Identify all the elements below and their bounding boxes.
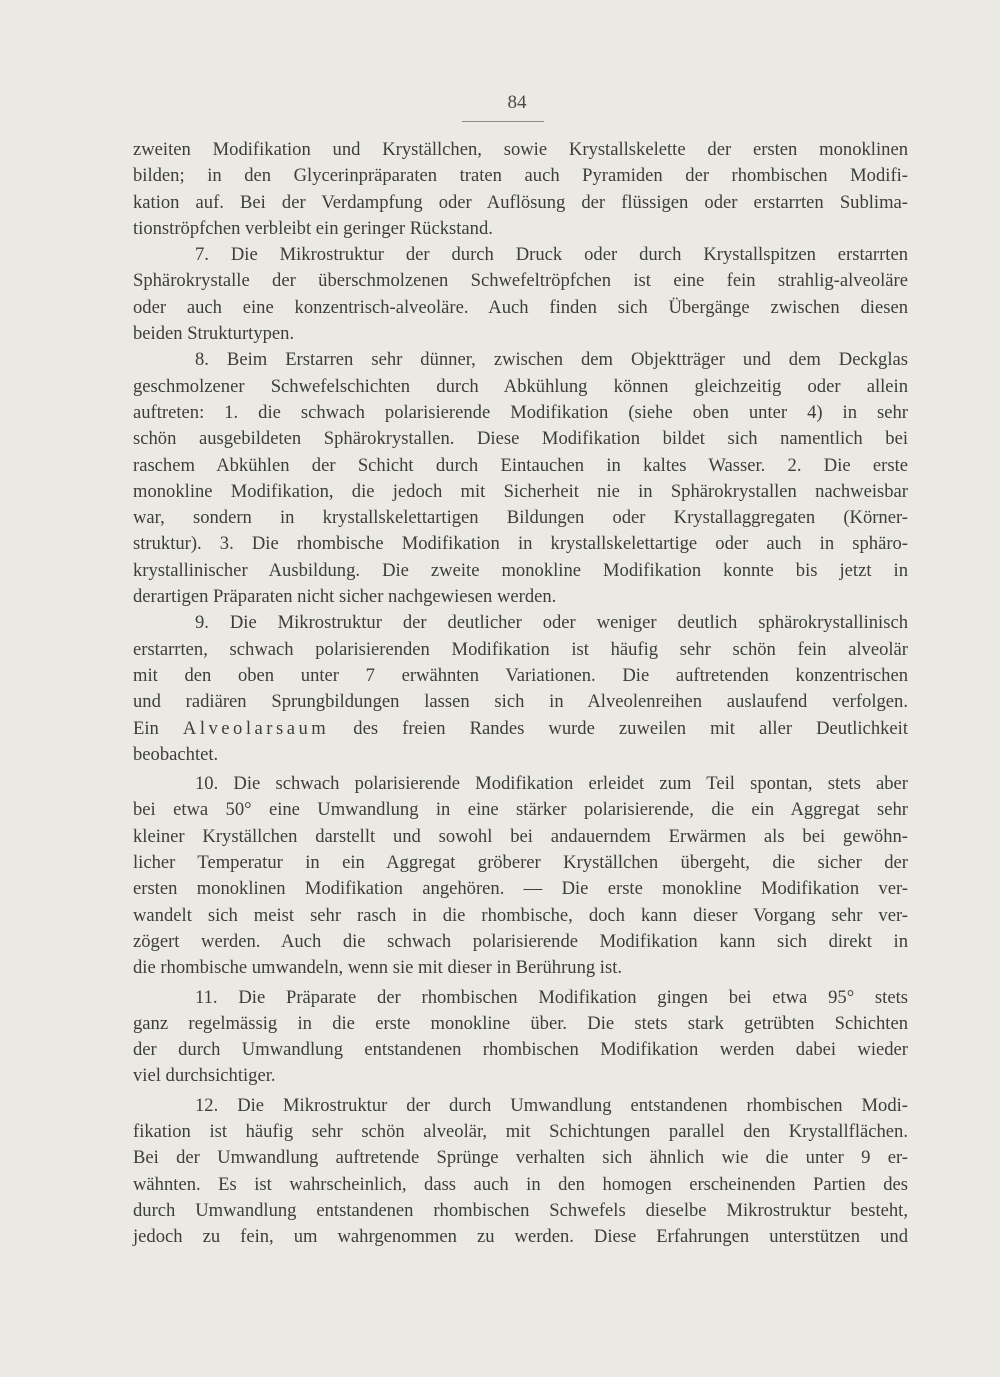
text-line: und radiären Sprungbildungen lassen sich in Alveolenreihen auslaufend verfolgen. bbox=[133, 691, 908, 713]
text-line: beobachtet. bbox=[133, 743, 219, 765]
text-line bbox=[133, 716, 908, 742]
text-line: derartigen Präparaten nicht sicher nachgewiesen werden. bbox=[133, 586, 557, 608]
text-line: Bei der Umwandlung auftretende Sprünge verhalten sich ähnlich wie die unter 9 er- bbox=[133, 1147, 908, 1169]
text-line: kation auf. Bei der Verdampfung oder Auflösung der flüssigen oder erstarrten Sublima- bbox=[133, 191, 908, 213]
text-line: ganz regelmässig in die erste monokline über. Die stets stark getrübten Schichten bbox=[133, 1012, 908, 1034]
text-line: licher Temperatur in ein Aggregat gröberer Kryställchen übergeht, die sicher der bbox=[133, 852, 908, 874]
text-line: zögert werden. Auch die schwach polarisierende Modifikation kann sich direkt in bbox=[133, 930, 908, 952]
text-line: krystallinischer Ausbildung. Die zweite monokline Modifikation konnte bis jetzt in bbox=[133, 559, 908, 581]
text-line: viel durchsichtiger. bbox=[133, 1065, 276, 1087]
spaced-term: Alveolarsaum bbox=[182, 717, 330, 739]
text-line: fikation ist häufig sehr schön alveolär, mit Schichtungen parallel den Krystallflächen. bbox=[133, 1120, 908, 1142]
text-fragment: Ein bbox=[133, 717, 183, 739]
text-line: bilden; in den Glycerinpräparaten traten auch Pyramiden der rhombischen Modifi- bbox=[133, 165, 908, 187]
text-line: ersten monoklinen Modifikation angehören. — Die erste monokline Modifikation ver- bbox=[133, 878, 908, 900]
text-line: monokline Modifikation, die jedoch mit Sicherheit nie in Sphärokrystallen nachweisbar bbox=[133, 480, 908, 502]
text-line: 7. Die Mikrostruktur der durch Druck oder durch Krystallspitzen erstarrten bbox=[195, 244, 908, 266]
header-rule bbox=[462, 121, 544, 122]
text-line: geschmolzener Schwefelschichten durch Abkühlung können gleichzeitig oder allein bbox=[133, 375, 908, 397]
text-line: beiden Strukturtypen. bbox=[133, 323, 295, 345]
text-line: 10. Die schwach polarisierende Modifikation erleidet zum Teil spontan, stets aber bbox=[195, 773, 908, 795]
text-line: jedoch zu fein, um wahrgenommen zu werden. Diese Erfahrungen unterstützen und bbox=[133, 1226, 908, 1248]
text-line: tionströpfchen verbleibt ein geringer Rückstand. bbox=[133, 217, 493, 239]
text-line: die rhombische umwandeln, wenn sie mit dieser in Berührung ist. bbox=[133, 957, 623, 979]
text-line: kleiner Kryställchen darstellt und sowohl bei andauerndem Erwärmen als bei gewöhn- bbox=[133, 825, 908, 847]
body-text bbox=[133, 137, 908, 1250]
paragraph-8 bbox=[133, 347, 908, 610]
text-line: 8. Beim Erstarren sehr dünner, zwischen dem Objektträger und dem Deckglas bbox=[195, 349, 908, 371]
text-line: auftreten: 1. die schwach polarisierende Modifikation (siehe oben unter 4) in sehr bbox=[133, 401, 908, 423]
paragraph-10 bbox=[133, 771, 908, 981]
text-line: war, sondern in krystallskelettartigen Bildungen oder Krystallaggregaten (Körner- bbox=[133, 507, 908, 529]
text-line: bei etwa 50° eine Umwandlung in eine stärker polarisierende, die ein Aggregat sehr bbox=[133, 799, 908, 821]
text-line: 9. Die Mikrostruktur der deutlicher oder weniger deutlich sphärokrystallinisch bbox=[195, 612, 908, 634]
paragraph-9 bbox=[133, 610, 908, 768]
text-line: schön ausgebildeten Sphärokrystallen. Diese Modifikation bildet sich namentlich bei bbox=[133, 428, 908, 450]
text-line: durch Umwandlung entstandenen rhombischen Schwefels dieselbe Mikrostruktur besteht, bbox=[133, 1199, 908, 1221]
paragraph-7 bbox=[133, 242, 908, 347]
text-line: struktur). 3. Die rhombische Modifikation in krystallskelettartige oder auch in sphäro- bbox=[133, 533, 908, 555]
text-line: zweiten Modifikation und Kryställchen, sowie Krystallskelette der ersten monoklinen bbox=[133, 139, 908, 160]
paragraph-12 bbox=[133, 1093, 908, 1251]
paragraph-6-continuation bbox=[133, 137, 908, 242]
page-number: 84 bbox=[507, 92, 527, 113]
text-line: erstarrten, schwach polarisierenden Modifikation ist häufig sehr schön fein alveolär bbox=[133, 638, 908, 660]
text-line: mit den oben unter 7 erwähnten Variationen. Die auftretenden konzentrischen bbox=[133, 664, 908, 686]
text-fragment: des freien Randes wurde zuweilen mit aller Deutlichkeit bbox=[329, 717, 908, 739]
text-line: raschem Abkühlen der Schicht durch Eintauchen in kaltes Wasser. 2. Die erste bbox=[133, 454, 908, 476]
text-line: der durch Umwandlung entstandenen rhombischen Modifikation werden dabei wieder bbox=[133, 1039, 908, 1061]
text-line: oder auch eine konzentrisch-alveoläre. Auch finden sich Übergänge zwischen diesen bbox=[133, 296, 908, 318]
paragraph-11 bbox=[133, 985, 908, 1090]
text-line: wähnten. Es ist wahrscheinlich, dass auch in den homogen erscheinenden Partien des bbox=[133, 1173, 908, 1195]
text-line: 11. Die Präparate der rhombischen Modifikation gingen bei etwa 95° stets bbox=[195, 986, 908, 1008]
text-line: 12. Die Mikrostruktur der durch Umwandlung entstandenen rhombischen Modi- bbox=[195, 1094, 908, 1116]
text-line: wandelt sich meist sehr rasch in die rhombische, doch kann dieser Vorgang sehr ver- bbox=[133, 904, 908, 926]
text-line: Sphärokrystalle der überschmolzenen Schwefeltröpfchen ist eine fein strahlig-alveoläre bbox=[133, 270, 908, 292]
